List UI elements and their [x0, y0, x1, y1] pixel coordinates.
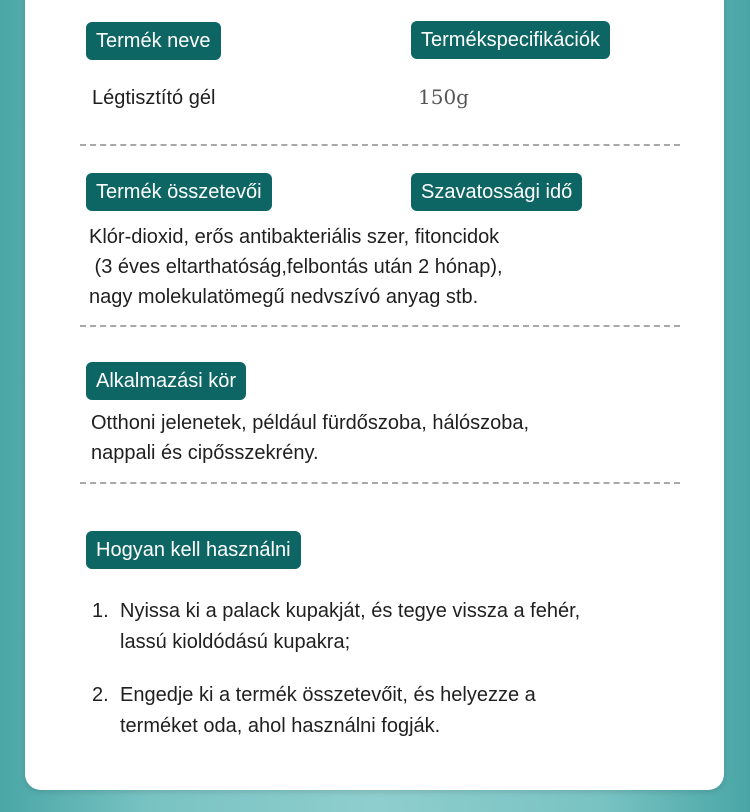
step-line: Nyissa ki a palack kupakját, és tegye vissza a fehér,	[120, 600, 581, 622]
ingredients-line: Klór-dioxid, erős antibakteriális szer, fitoncidok	[89, 226, 500, 248]
step-line: terméket oda, ahol használni fogják.	[120, 715, 441, 737]
divider	[80, 144, 680, 146]
scope-line: nappali és cipősszekrény.	[91, 442, 319, 464]
usage-label: Hogyan kell használni	[86, 531, 301, 569]
product-spec-value: 150g	[418, 85, 469, 109]
product-name-value: Légtisztító gél	[92, 87, 216, 109]
step-number: 1.	[92, 600, 109, 622]
product-spec-label: Termékspecifikációk	[411, 21, 610, 59]
divider	[80, 325, 680, 327]
step-line: Engedje ki a termék összetevőit, és helyezze a	[120, 684, 536, 706]
scope-label: Alkalmazási kör	[86, 362, 246, 400]
divider	[80, 482, 680, 484]
ingredients-label: Termék összetevői	[86, 173, 272, 211]
usage-step	[92, 680, 580, 742]
usage-step	[92, 596, 580, 658]
step-line: lassú kioldódású kupakra;	[120, 631, 351, 653]
ingredients-line: nagy molekulatömegű nedvszívó anyag stb.	[89, 286, 479, 308]
scope-line: Otthoni jelenetek, például fürdőszoba, hálószoba,	[91, 412, 530, 434]
shelf-life-label: Szavatossági idő	[411, 173, 582, 211]
step-number: 2.	[92, 684, 109, 706]
product-name-label: Termék neve	[86, 22, 221, 60]
ingredients-line: (3 éves eltarthatóság,felbontás után 2 hónap),	[89, 256, 503, 278]
usage-steps	[92, 596, 580, 742]
